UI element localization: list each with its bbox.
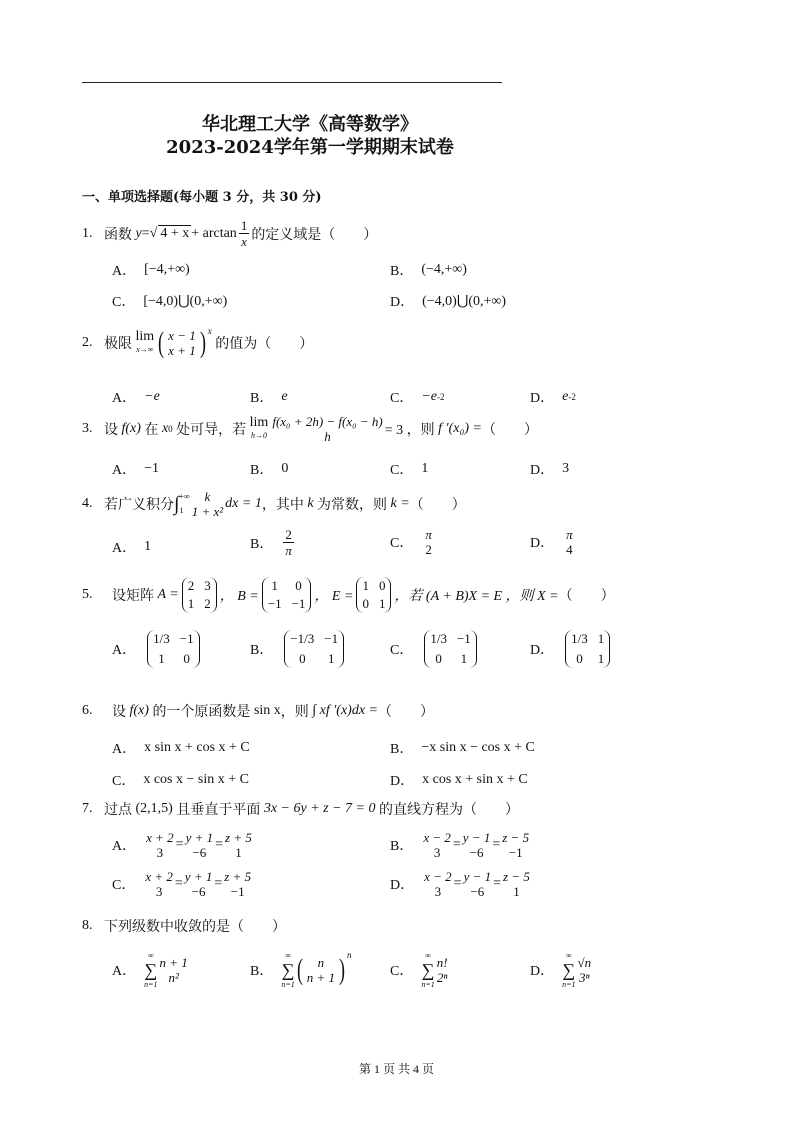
option-d: [390, 869, 532, 899]
q-text: ，其中: [261, 498, 304, 513]
option-a: [112, 830, 254, 860]
equals-sign: =: [175, 837, 184, 852]
numerator: y + 1: [185, 830, 214, 845]
q-integral: ∫ xf ′(x)dx =: [312, 703, 378, 718]
opt-label: A．: [112, 264, 137, 279]
q-eq: =: [141, 225, 150, 241]
opt-label: D．: [390, 774, 415, 789]
denominator: 3: [155, 884, 163, 899]
opt-label: B．: [250, 964, 274, 979]
fraction: [225, 830, 252, 860]
q-text: （ ）: [377, 705, 434, 720]
exam-title: 华北理工大学《高等数学》: [202, 114, 418, 135]
fraction: [423, 527, 434, 557]
denominator: 3ⁿ: [579, 970, 590, 985]
opt-label: D．: [390, 295, 415, 310]
matrix-entry: 1: [187, 596, 195, 611]
opt-value: x cos x − sin x + C: [143, 772, 249, 787]
opt-label: B．: [390, 742, 414, 757]
question-7: [82, 799, 519, 819]
denominator: 1: [513, 884, 520, 899]
equals-sign: =: [493, 876, 502, 891]
opt-value: [−4,0)⋃(0,+∞): [143, 293, 228, 309]
numerator: x − 2: [423, 830, 451, 845]
numerator: x − 1: [168, 328, 196, 343]
integral-limits: [179, 490, 189, 518]
opt-label: A．: [112, 541, 137, 556]
opt-label: C．: [112, 774, 136, 789]
q-var: A =: [157, 587, 179, 602]
numerator: x + 2: [145, 869, 173, 884]
denominator: −6: [469, 845, 484, 860]
fraction: [168, 328, 196, 358]
opt-label: D．: [530, 964, 555, 979]
q-text: 的一个原函数是: [152, 705, 251, 720]
q-text: 若广义积分: [104, 498, 174, 513]
sigma-icon: ∑: [144, 960, 158, 980]
numerator: k: [204, 489, 211, 504]
option-d: [390, 291, 506, 311]
opt-label: C．: [390, 391, 414, 406]
option-d: [530, 387, 576, 407]
fraction: [424, 869, 452, 899]
denominator: 2ⁿ: [436, 970, 448, 985]
q-var: y: [135, 225, 142, 241]
numerator: π: [425, 527, 432, 542]
numerator: π: [566, 527, 573, 542]
lim-label: lim: [135, 329, 155, 344]
opt-value: x cos x + sin x + C: [422, 772, 528, 787]
matrix-entry: 1: [158, 651, 165, 666]
q-num: 4.: [82, 496, 93, 511]
matrix-entry: −1: [267, 596, 282, 611]
integral-sign: ∫: [174, 492, 180, 515]
denominator: 4: [566, 542, 573, 557]
opt-value: −e: [421, 389, 438, 404]
matrix-entry: 2: [204, 596, 211, 611]
matrix-entry: 1: [378, 596, 386, 611]
matrix-entry: 0: [576, 651, 583, 666]
q-text: 下列级数中收敛的是（ ）: [104, 920, 286, 935]
fraction: [160, 955, 188, 985]
option-b: [250, 950, 352, 990]
option-d: [530, 459, 569, 479]
q-text: 函数: [104, 227, 132, 243]
sigma-icon: ∑: [562, 960, 576, 980]
q-num: 7.: [82, 801, 93, 816]
opt-label: C．: [390, 643, 414, 658]
opt-value: e: [562, 389, 569, 404]
q-func: f ′(x₀) =: [438, 421, 482, 436]
numerator: 1: [240, 218, 248, 233]
q-text: 的直线方程为（ ）: [379, 803, 519, 818]
lim-under: h→0: [250, 431, 267, 440]
sum-lower: n=1: [421, 980, 435, 989]
exponent: n: [347, 950, 352, 960]
opt-label: A．: [112, 742, 137, 757]
lim-label: lim: [249, 415, 269, 430]
q-text: （ ）: [558, 589, 615, 604]
matrix-entry: 0: [295, 578, 302, 593]
parenthesis: ): [199, 326, 206, 359]
denominator: −6: [192, 845, 207, 860]
denominator: −1: [230, 884, 245, 899]
opt-label: C．: [112, 878, 136, 893]
matrix-e: [356, 577, 391, 613]
q-num: 3.: [82, 421, 93, 436]
fraction: [186, 830, 214, 860]
equals-sign: =: [215, 837, 224, 852]
matrix-entry: 1: [597, 631, 605, 646]
question-5: [82, 577, 615, 613]
matrix-entry: −1: [291, 596, 306, 611]
denominator: x + 1: [168, 343, 196, 358]
numerator: n: [317, 955, 325, 970]
opt-label: D．: [390, 878, 415, 893]
sum-upper: ∞: [147, 951, 154, 960]
matrix-entry: 1: [362, 578, 369, 593]
denominator: 1 + x²: [191, 504, 224, 519]
numerator: z − 5: [502, 830, 530, 845]
option-c: [390, 950, 450, 990]
q-var: k =: [390, 496, 410, 511]
option-b: [390, 830, 531, 860]
exponent: x: [207, 326, 212, 336]
matrix-entry: 1: [597, 651, 605, 666]
opt-label: B．: [250, 536, 274, 552]
option-c: [390, 630, 480, 668]
option-b: [250, 527, 296, 558]
numerator: x − 2: [424, 869, 452, 884]
question-4: [82, 489, 466, 519]
equals-sign: =: [214, 876, 223, 891]
numerator: z + 5: [224, 869, 252, 884]
option-matrix: [147, 630, 199, 668]
matrix-entry: 0: [299, 651, 306, 666]
opt-value: (−4,0)⋃(0,+∞): [422, 293, 507, 309]
sum-upper: ∞: [565, 951, 572, 960]
opt-value: −e: [144, 389, 160, 404]
opt-value: −x sin x − cos x + C: [421, 740, 535, 755]
q-text: = 3 ，则: [384, 423, 435, 438]
q-text: 设矩阵: [112, 589, 154, 604]
matrix-entry: −1: [324, 631, 339, 646]
matrix-a: [182, 577, 217, 613]
denominator: x: [241, 234, 247, 249]
option-matrix: [424, 630, 476, 668]
exponent: -2: [437, 392, 445, 402]
denominator: 1: [235, 845, 242, 860]
fraction: [283, 527, 294, 558]
opt-value: x sin x + cos x + C: [144, 740, 250, 755]
matrix-entry: 0: [362, 596, 369, 611]
opt-value: (−4,+∞): [421, 262, 467, 277]
exponent: -2: [568, 392, 576, 402]
option-matrix: [565, 630, 610, 668]
option-d: [530, 527, 577, 557]
q-func: f(x): [121, 421, 141, 436]
q-var: x: [161, 421, 169, 436]
q-num: 6.: [82, 703, 93, 718]
subscript: 0: [168, 424, 173, 434]
opt-value: 1: [144, 539, 152, 554]
matrix-entry: 1: [271, 578, 278, 593]
option-a: [112, 630, 203, 668]
denominator: −6: [191, 884, 206, 899]
q-text: ，则: [280, 705, 309, 720]
numerator: f(x₀ + 2h) − f(x₀ − h): [272, 414, 383, 429]
q-plane: 3x − 6y + z − 7 = 0: [263, 801, 376, 816]
opt-label: B．: [250, 643, 274, 658]
opt-label: A．: [112, 391, 137, 406]
matrix-entry: −1: [179, 631, 194, 646]
fraction: [145, 869, 173, 899]
opt-label: C．: [112, 295, 136, 310]
option-c: [390, 527, 436, 557]
denominator: 3: [433, 845, 441, 860]
option-d: [530, 630, 613, 668]
limit: [136, 330, 155, 356]
opt-value: −1: [144, 461, 160, 476]
option-a: [112, 260, 190, 280]
numerator: 2: [285, 527, 292, 542]
matrix-entry: 0: [378, 578, 386, 593]
q-num: 8.: [82, 918, 93, 933]
q-text: 在: [144, 423, 159, 438]
matrix-entry: 2: [187, 578, 195, 593]
q-func: f(x): [129, 703, 149, 718]
sum-lower: n=1: [144, 980, 158, 989]
sigma-icon: ∑: [421, 960, 435, 980]
parenthesis: (: [296, 953, 303, 986]
option-a: [112, 537, 151, 557]
q-condition: ，若 (A + B)X = E ，则 X =: [394, 589, 559, 604]
fraction: [192, 489, 223, 519]
denominator: 3: [156, 845, 164, 860]
question-1: 1. 函数 y = √ 4 + x + arctan $\frac{1}{x}$ 的定义域是（ ）: [82, 218, 378, 249]
q-var: k: [307, 496, 314, 511]
opt-label: A．: [112, 463, 137, 478]
numerator: x + 2: [146, 830, 174, 845]
matrix-entry: −1/3: [290, 631, 315, 646]
fraction: [503, 869, 530, 899]
denominator: n + 1: [306, 970, 336, 985]
q-text: + arctan: [191, 225, 237, 241]
matrix-b: [262, 577, 312, 613]
fraction: [185, 869, 213, 899]
option-c: [112, 291, 227, 311]
fraction: [564, 527, 575, 557]
equals-sign: =: [492, 837, 501, 852]
fraction: [239, 218, 250, 249]
opt-label: D．: [530, 391, 555, 406]
option-c: [390, 387, 445, 407]
denominator: h: [324, 429, 331, 444]
numerator: z + 5: [225, 830, 252, 845]
q-num: 5.: [82, 587, 93, 602]
fraction: [502, 830, 529, 860]
equals-sign: =: [453, 876, 462, 891]
opt-value: 3: [562, 461, 570, 476]
sum-lower: n=1: [562, 980, 576, 989]
denominator: 3: [434, 884, 442, 899]
numerator: y − 1: [463, 869, 492, 884]
matrix-entry: 1/3: [571, 631, 588, 646]
matrix-entry: 0: [183, 651, 190, 666]
option-a: [112, 459, 159, 479]
sum-sign: [562, 950, 575, 990]
denominator: −6: [470, 884, 485, 899]
option-b: [250, 630, 347, 668]
sum-lower: n=1: [281, 980, 295, 989]
denominator: 2: [425, 542, 432, 557]
option-c: [390, 459, 428, 479]
opt-label: C．: [390, 463, 414, 478]
sum-upper: ∞: [285, 951, 291, 960]
header-rule: [82, 82, 502, 83]
matrix-entry: 1: [327, 651, 335, 666]
question-8: [82, 916, 286, 936]
q-text: （ ）: [409, 498, 466, 513]
option-d: [530, 950, 593, 990]
q-num: 2.: [82, 335, 93, 350]
numerator: y + 1: [184, 869, 213, 884]
denominator: π: [285, 543, 292, 558]
opt-value: 0: [281, 461, 289, 476]
option-a: [112, 950, 190, 990]
fraction: [437, 955, 448, 985]
opt-label: A．: [112, 964, 137, 979]
fraction: [224, 869, 251, 899]
q-text: （ ）: [481, 423, 538, 438]
lower-limit: 1: [179, 506, 184, 515]
q-text: 的定义域是（ ）: [251, 227, 378, 243]
matrix-entry: 1/3: [153, 631, 170, 646]
opt-label: D．: [530, 536, 555, 551]
matrix-entry: 0: [435, 651, 442, 666]
equals-sign: =: [174, 876, 183, 891]
parenthesis: ): [339, 953, 346, 986]
section-heading: 一、单项选择题(每小题 3 分，共 30 分): [82, 190, 322, 205]
q-expr: dx = 1: [225, 496, 262, 511]
equals-sign: =: [452, 837, 461, 852]
opt-label: B．: [390, 264, 414, 279]
opt-label: B．: [250, 463, 274, 478]
q-text: 极限: [104, 337, 132, 352]
parenthesis: (: [158, 326, 165, 359]
option-a: [112, 387, 160, 407]
fraction: [272, 414, 382, 444]
matrix-entry: 3: [204, 578, 211, 593]
option-d: [390, 770, 528, 790]
matrix-entry: 1: [460, 651, 468, 666]
limit: [250, 416, 269, 442]
sigma-icon: ∑: [281, 960, 295, 980]
matrix-entry: −1: [456, 631, 471, 646]
opt-label: C．: [390, 964, 414, 979]
fraction: [463, 830, 491, 860]
q-text: 设: [104, 423, 118, 438]
option-b: [390, 738, 535, 758]
option-c: [112, 770, 249, 790]
sum-sign: [281, 950, 294, 990]
question-6: [82, 701, 434, 721]
numerator: y − 1: [462, 830, 491, 845]
sum-sign: [144, 950, 157, 990]
fraction: [146, 830, 174, 860]
fraction: [307, 955, 335, 985]
q-text: 为常数，则: [317, 498, 388, 513]
question-2: [82, 326, 313, 360]
opt-label: D．: [530, 463, 555, 478]
q-var: ， B =: [219, 589, 259, 604]
opt-label: A．: [112, 643, 137, 658]
upper-limit: +∞: [179, 492, 190, 501]
fraction: [578, 955, 592, 985]
opt-value: [−4,+∞): [144, 262, 190, 277]
q-sqrt: 4 + x: [160, 226, 190, 241]
page-footer: 第 1 页 共 4 页: [358, 1062, 434, 1076]
exam-subtitle: 2023-2024学年第一学期期末试卷: [166, 137, 454, 158]
option-b: [250, 459, 288, 479]
opt-value: e: [281, 389, 288, 404]
q-text: 的值为（ ）: [215, 337, 314, 352]
q-text: 过点: [104, 803, 132, 818]
sum-sign: [421, 950, 434, 990]
numerator: z − 5: [503, 869, 530, 884]
fraction: [423, 830, 451, 860]
numerator: √n: [577, 955, 592, 970]
numerator: n!: [436, 955, 448, 970]
matrix-entry: 1/3: [430, 631, 447, 646]
opt-label: A．: [112, 839, 137, 854]
q-expr: sin x: [253, 703, 281, 718]
question-3: [82, 414, 538, 444]
sum-upper: ∞: [425, 951, 431, 960]
fraction: [464, 869, 492, 899]
lim-under: x→∞: [136, 345, 154, 354]
q-var: ， E =: [314, 589, 354, 604]
q-point: (2,1,5): [135, 801, 173, 816]
q-text: 设: [112, 705, 126, 720]
option-matrix: [284, 630, 344, 668]
opt-label: C．: [390, 536, 414, 551]
option-b: [390, 260, 467, 280]
option-b: [250, 387, 288, 407]
option-c: [112, 869, 253, 899]
option-a: [112, 738, 250, 758]
opt-label: D．: [530, 643, 555, 658]
denominator: −1: [508, 845, 523, 860]
q-text: 且垂直于平面: [176, 803, 261, 818]
denominator: n²: [168, 970, 179, 985]
q-num: 1.: [82, 225, 93, 241]
numerator: n + 1: [159, 955, 188, 970]
opt-label: B．: [390, 839, 414, 854]
q-text: 处可导，若: [176, 423, 247, 438]
opt-label: B．: [250, 391, 274, 406]
opt-value: 1: [421, 461, 429, 476]
